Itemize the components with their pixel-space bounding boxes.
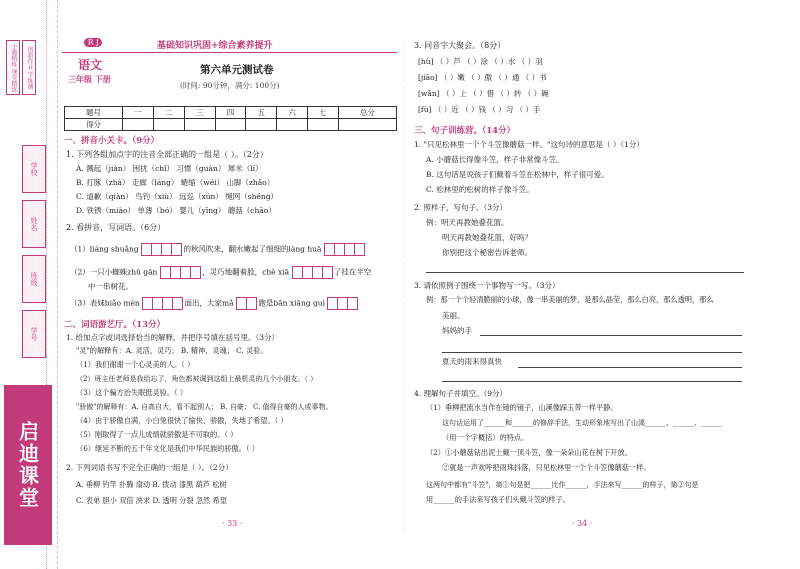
exam-info: (时间: 90分钟，满分: 100分) [180, 81, 280, 90]
score-input[interactable] [123, 119, 154, 131]
page-divider [404, 40, 405, 530]
q2-3-text-c: 跑是bān xiāng guì [258, 298, 326, 308]
q3-item-2: （2）班主任老师是我给忘了，角色都被调到这组上最机灵的几个小朋友。（ ） [76, 375, 318, 383]
q8-answer-line-a[interactable] [480, 335, 742, 336]
question-1: 1. 下列各组加点字的注音全部正确的一组是（ ）。（2分） [66, 150, 268, 159]
edition-badge: R J [84, 38, 102, 47]
score-cell: 五 [246, 107, 277, 119]
sidebar-name-box: 姓名 [22, 200, 46, 248]
page-title: 第六单元测试卷 [200, 64, 274, 76]
q3-item-4: （4）由于骄傲自满，小白兔很快了愉快、骄傲，失地了希望。（ ） [76, 416, 288, 425]
q2-3-text-b: 面出，大家mǎ [184, 298, 234, 308]
q8-answer-line-b[interactable] [518, 367, 742, 368]
question-8: 3. 请依照例子围绕一个事物写一写。（3分） [414, 281, 560, 290]
q9-item-3-end: 用______的手法来写孩子们头戴斗笠的样子。 [426, 495, 570, 504]
binding-sidebar [0, 0, 58, 569]
q7-example: 例：明天再教她叠花篮。 [426, 218, 509, 227]
score-input[interactable] [277, 119, 308, 131]
q8-prompt-b: 夏天的雨来得真快 [442, 357, 502, 366]
score-cell: 一 [123, 107, 154, 119]
q9-item-2b: ②就是一声欢呼把雨珠抖落，只见松林里一个个斗笠像蘑菇一样。 [442, 463, 651, 472]
q5-row-jiao: [jiāo] （ ）嫩 （ ）傲 （ ）通 （ ）书 [418, 73, 547, 82]
q2-2-text: （2）一只小蜘蛛zhū gān [70, 267, 158, 277]
writing-grid-cell[interactable] [347, 297, 358, 310]
q3-definition-a: "灵"的解释有：A. 灵活，灵巧； B. 精神，灵魂； C. 灵验。 [76, 346, 268, 355]
page-number-left: · 33 · [222, 519, 243, 528]
q2-2-text-c: 了挂在半空 [333, 267, 372, 277]
sidebar-tab-top2: 创新作业 学练测 [22, 40, 36, 95]
header-slogan: 基础知识巩固+综合素养提升 [157, 41, 273, 51]
q9-item-3: 这两句中都有"斗笠"，第①句是把______比作______，手法来写______的样子，第②句是 [426, 481, 699, 489]
score-cell: 六 [277, 107, 308, 119]
q1-option-c: C. 道歉（qiàn） 鸟钓（xiù） 远巡（xún） 绳网（shéng） [76, 192, 278, 201]
q2-1 [70, 243, 364, 256]
q3-definition-b: "骄傲"的解释有：A. 自高自大，看不起别人； B. 自豪； C. 值得自豪的人或事物。 [76, 403, 333, 411]
q7-example-answer: 明天再教她叠花篮，好吗？ [442, 233, 532, 242]
q3-item-1: （1）我们谢谢一个心灵美的人。（ ） [76, 360, 195, 369]
score-table-header-row [65, 107, 397, 119]
q6-option-b: B. 这句话是说孩子们戴着斗笠在松林中，样子很可爱。 [426, 170, 609, 179]
q5-row-wan: [wǎn] （ ）上 （ ）惜 （ ）转 （ ）碗 [418, 89, 549, 98]
subject-label: 语文 [78, 58, 103, 72]
question-4: 2. 下列词语书写不完全正确的一组是（ ）。（2分） [66, 463, 233, 472]
score-cell: 二 [153, 107, 184, 119]
q2-2-continued: 中一串树花。 [88, 282, 133, 291]
score-cell: 题号 [65, 107, 123, 119]
page-number-right: · 34 · [572, 519, 593, 528]
q9-item-1: （1）垂柳把流水当作在镜的镜子，山溪像踩玉带一样平静。 [426, 403, 618, 412]
score-cell: 七 [308, 107, 339, 119]
score-table [64, 106, 397, 131]
section-2-heading: 二、词语游艺厅。（13分） [64, 320, 166, 330]
q3-item-6: （6）继延不断的五千年文化是我们中华民族的骄傲。（ ） [76, 444, 259, 453]
writing-grid-cell[interactable] [172, 297, 183, 310]
score-cell: 总分 [338, 107, 396, 119]
q6-option-c: C. 松林里的松树的样子像斗笠。 [426, 185, 534, 194]
score-label: 得分 [65, 119, 123, 131]
writing-grid-cell[interactable] [354, 243, 365, 256]
sidebar-number-box: 学号 [22, 310, 46, 358]
score-input[interactable] [338, 119, 396, 131]
score-cell: 四 [215, 107, 246, 119]
writing-grid-cell[interactable] [190, 266, 201, 279]
q1-option-b: B. 打䐁（zhā） 走廊（láng） 蜷缩（wéi） 山脚（zhǎo） [76, 178, 275, 187]
question-9: 4. 理解句子并填空。（9分） [414, 389, 508, 398]
writing-grid-cell[interactable] [322, 266, 333, 279]
score-input[interactable] [215, 119, 246, 131]
score-input[interactable] [184, 119, 215, 131]
question-7: 2. 照样子，写句子。（3分） [414, 203, 508, 212]
grade-label: 三年级 下册 [68, 74, 111, 84]
sidebar-class-box: 班级 [22, 255, 46, 303]
q3-item-5: （5）刚取得了一点儿成绩就骄傲是不可取的。（ ） [76, 430, 238, 439]
sidebar-tab-top: 小题精练 课堂精练 [6, 40, 20, 95]
q5-row-fu: [fù] （ ）近 （ ）钱 （ ）习 （ ）手 [418, 105, 541, 114]
q2-2-text-b: ，灵巧地翻着股，chě xiā [202, 267, 290, 277]
q9-item-1-fill: 这句话运用了______和______的修辞手法，生动形象地写出了山溪______、______、______ [442, 419, 722, 427]
question-6: 1. "只见松林里一个个斗笠像蘑菇一样。"这句诗的意思是（ ）（1分） [414, 140, 644, 149]
q1-option-d: D. 铁锈（miào） 单薄（bó） 婴儿（yīng） 蘑菇（chāo） [76, 206, 276, 215]
q1-option-a: A. 溅起（jiàn） 困扰（chǐ） 习惯（guàn） 犀米（lí） [76, 164, 263, 173]
score-input[interactable] [246, 119, 277, 131]
q6-option-a: A. 小蘑菇长得像斗笠，样子非常像斗笠。 [426, 155, 564, 164]
sidebar-school-box: 学校 [22, 145, 46, 193]
writing-grid-cell[interactable] [246, 297, 257, 310]
q5-row-hu: [hù] （ ）芦 （ ）涂 （ ）水 （ ）羽 [418, 57, 543, 66]
score-input[interactable] [308, 119, 339, 131]
section-3-heading: 三、句子训练营。（14分） [414, 126, 516, 136]
q2-1-text: （1）liáng shuǎng [70, 244, 139, 254]
q7-answer-line[interactable] [426, 272, 744, 273]
score-table-score-row [65, 119, 397, 131]
q2-2 [70, 266, 371, 279]
q8-example: 例：那一个个轻清脆丽的小球，像一串美丽的梦，是那么晶莹，那么白亮，那么透明，那么 [426, 295, 714, 304]
question-3: 1. 给加点字或词选择恰当的解释，并把序号填在括号里。（3分） [66, 333, 280, 342]
section-1-heading: 一、拼音小关卡。（9分） [64, 136, 160, 146]
question-2: 2. 看拼音，写词语。（6分） [66, 223, 166, 232]
q9-item-1-end: （用一个字概括）的特点。 [442, 433, 529, 442]
header-banner [62, 38, 397, 52]
q2-1-text-b: 的秋风吹来，翻水嫩起了细细的làng huā [183, 244, 322, 254]
score-cell: 三 [184, 107, 215, 119]
q7-question: 你别把这个秘密告诉老师。 [442, 248, 532, 257]
q2-3-text: （3）表妹biǎo mèn [70, 298, 140, 308]
score-input[interactable] [153, 119, 184, 131]
question-5: 3. 同音字大聚会。（8分） [414, 41, 506, 50]
q8-answer-line-b2[interactable] [442, 381, 742, 382]
q3-item-3: （3）这个骗方治失眠挺灵验。（ ） [76, 388, 188, 397]
q4-options-row-1: A. 垂柳 钓竿 扑腾 扇动 B. 拨动 漆黑 葫芦 松树 [76, 480, 227, 489]
q8-prompt-a: 妈妈的手 [442, 326, 472, 335]
header-divider [62, 52, 397, 53]
q8-answer-line-a2[interactable] [442, 352, 742, 353]
brand-logo: 启迪课堂 [4, 385, 52, 545]
q8-example-end: 美丽。 [442, 311, 465, 320]
writing-grid-cell[interactable] [171, 243, 182, 256]
q4-options-row-2: C. 表弟 胆小 双倍 泱求 D. 透明 分裂 忽然 希望 [76, 496, 227, 505]
q2-3 [70, 297, 357, 310]
q9-item-2: （2）①小蘑菇钻出泥土戴一顶斗笠，像一朵朵山花在树下开放。 [426, 448, 632, 457]
